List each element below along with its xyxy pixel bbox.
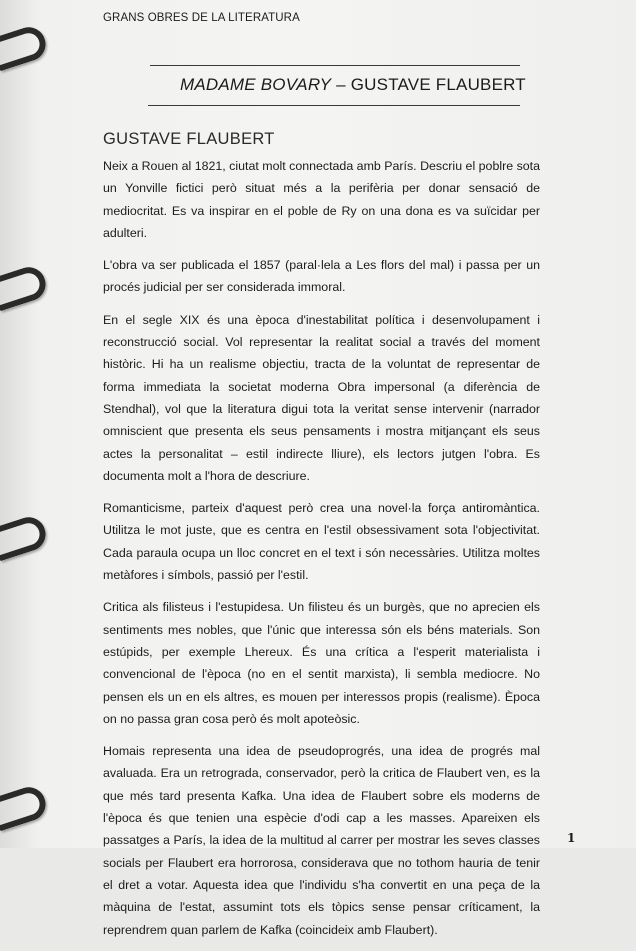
series-header: GRANS OBRES DE LA LITERATURA xyxy=(103,12,300,24)
title-work: MADAME BOVARY xyxy=(180,75,332,94)
section-heading: GUSTAVE FLAUBERT xyxy=(103,130,275,148)
title-separator: – xyxy=(331,75,351,94)
page-number: 1 xyxy=(567,831,576,845)
document-title xyxy=(180,75,526,95)
binder-ring-4 xyxy=(0,783,50,831)
paragraph-6: Homais representa una idea de pseudoprogrés, una idea de progrés mal avaluada. Era un retrograda, conservador, però la critica de Flaubert ven, es la que més tard presenta Kafka. Una idea de Flaubert sobre els moderns de l'època és que tenien una espècie d'odi cap a les masses. Apareixen els passatges a París, la idea de la multitud al carrer per mostrar les seves classes socials per Flaubert era horrorosa, considerava que no tothom hauria de tenir el dret a votar. Aquesta idea que l'individu s'ha convertit en una peça de la màquina de l'estat, assumint tots els tòpics sense pensar críticament, la reprendrem quan parlem de Kafka (coincideix amb Flaubert). xyxy=(103,744,540,937)
paragraph-4: Romanticisme, parteix d'aquest però crea una novel·la força antiromàntica. Utilitza le mot juste, que es centra en l'estil obsessivament sota l'objectivitat. Cada paraula ocupa un lloc concret en el text i són necessàries. Utilitza moltes metàfores i símbols, passió per l'estil. xyxy=(103,501,540,583)
title-rule-top xyxy=(150,65,520,66)
paragraph-3: En el segle XIX és una època d'inestabilitat política i desenvolupament i reconstrucció social. Vol representar la realitat social a través del moment històric. Hi ha un realisme objectiu, tracta de la voluntat de representar de forma immediata la societat moderna Obra impersonal (a diferència de Stendhal), vol que la literatura digui tota la veritat sense intervenir (narrador omniscient que presenta els seus pensaments i mostra mitjançant els seus actes la personalitat – estil indirecte lliure), els lectors jutgen l'obra. Es documenta molt a l'hora de descriure. xyxy=(103,312,540,483)
paragraph-1: Neix a Rouen al 1821, ciutat molt connectada amb París. Descriu el poblre sota un Yonville fictici però situat més a la perifèria per donar sensació de mediocritat. Es va inspirar en el poble de Ry on una dona es va suïcidar per adulteri. xyxy=(103,159,540,240)
binder-ring-2 xyxy=(0,263,50,311)
title-author: GUSTAVE FLAUBERT xyxy=(350,75,526,94)
title-rule-bottom xyxy=(148,105,520,106)
binder-ring-3 xyxy=(0,513,50,561)
paragraph-5: Critica als filisteus i l'estupidesa. Un filisteu és un burgès, que no aprecien els sentiments mes nobles, que l'únic que interessa són els béns materials. Son estúpids, per exemple Lhereux. És una crítica a l'esperit materialista i convencional de l'època (no en el sentit marxista), li sembla mediocre. No pensen els un en els altres, es mouen per interessos propis (realisme). Època on no passa gran cosa però és molt apoteòsic. xyxy=(103,600,540,726)
binder-ring-1 xyxy=(0,23,50,71)
paragraph-2: L'obra va ser publicada el 1857 (paral·lela a Les flors del mal) i passa per un procés judicial per ser considerada immoral. xyxy=(103,258,540,295)
body-text xyxy=(103,155,540,951)
